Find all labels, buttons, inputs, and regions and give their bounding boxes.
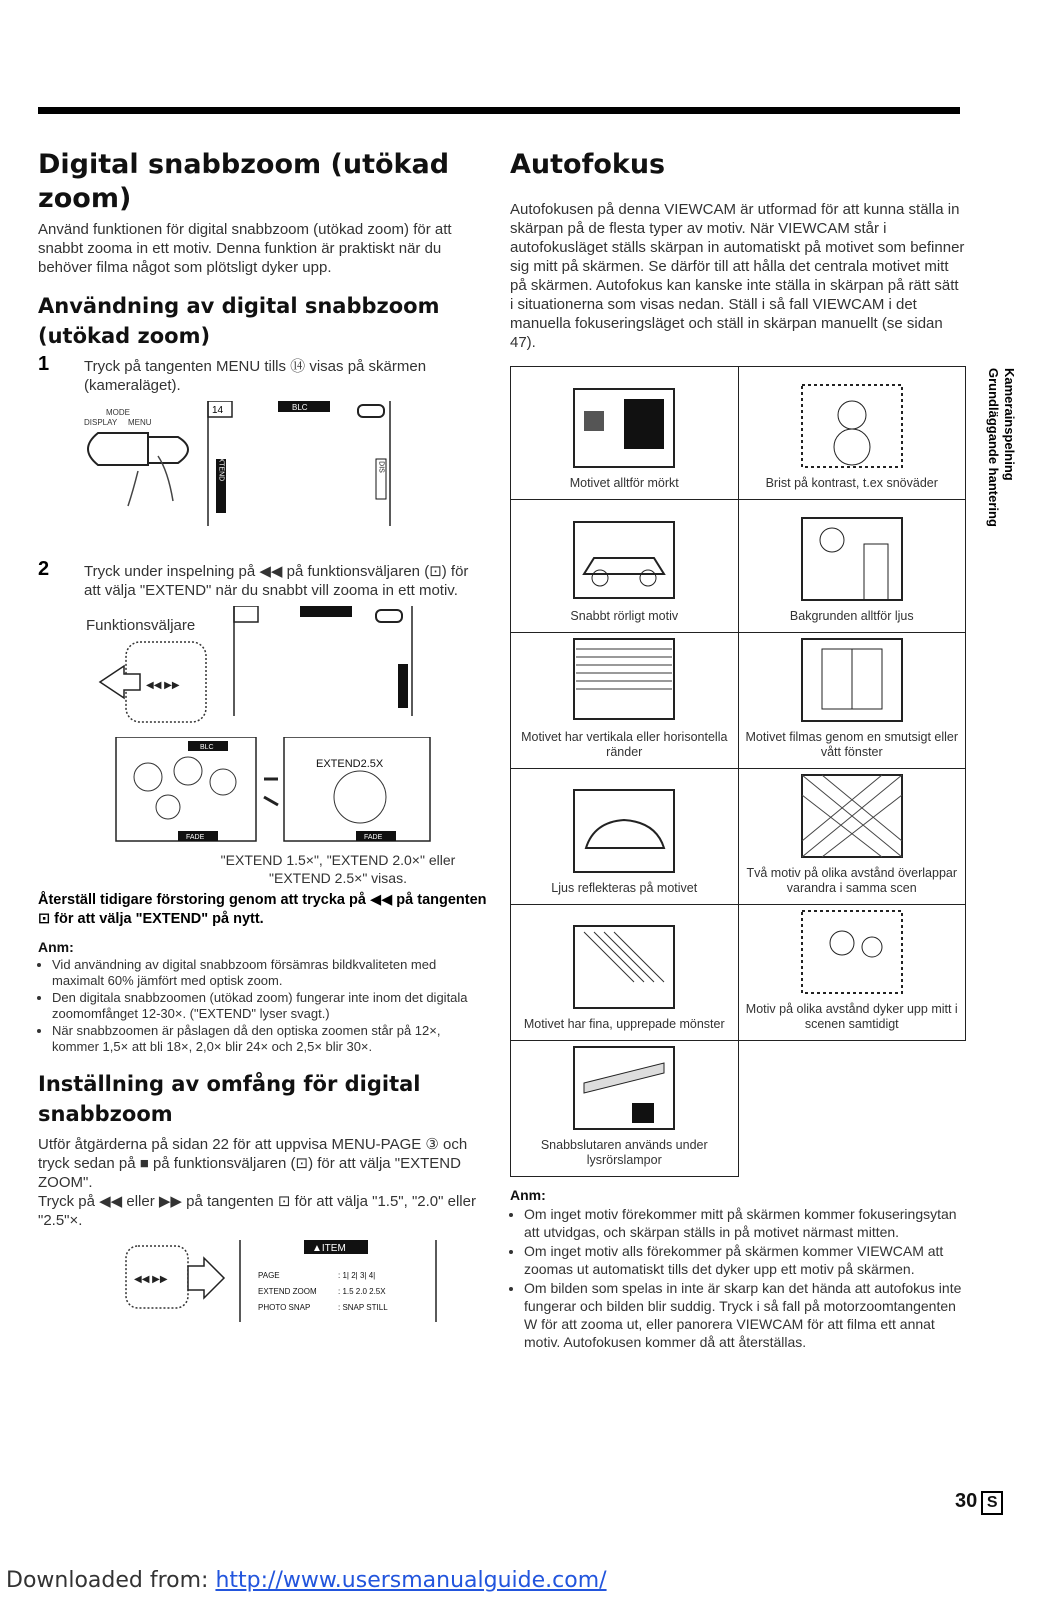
footer-link[interactable]: http://www.usersmanualguide.com/ bbox=[215, 1568, 607, 1593]
right-column bbox=[510, 148, 965, 1352]
page-number-value: 30 bbox=[955, 1490, 978, 1512]
function-selector-figure bbox=[38, 606, 488, 731]
button-shape bbox=[88, 433, 148, 465]
svg-text:PHOTO SNAP: PHOTO SNAP bbox=[258, 1303, 311, 1312]
section-title-autofocus: Autofokus bbox=[510, 149, 666, 180]
grid-cell-fast-motion: Snabbt rörligt motiv bbox=[511, 500, 739, 633]
svg-text:PAGE: PAGE bbox=[258, 1271, 280, 1280]
svg-text:: SNAP STILL: : SNAP STILL bbox=[338, 1303, 388, 1312]
grid-cell-multiple-distances: Motiv på olika avstånd dyker upp mitt i scenen samtidigt bbox=[738, 905, 966, 1041]
left-column bbox=[38, 148, 488, 1332]
grid-cell-window: Motivet filmas genom en smutsigt eller vått fönster bbox=[738, 633, 966, 769]
window-icon bbox=[772, 635, 932, 725]
illustration-caption: "EXTEND 1.5×", "EXTEND 2.0×" eller "EXTEND 2.5×" visas. bbox=[220, 852, 456, 886]
blinds-icon bbox=[544, 635, 704, 725]
fluorescent-lamp-icon bbox=[544, 1043, 704, 1133]
side-tab-line-1: Grundläggande hantering bbox=[986, 368, 1001, 527]
wide-shot-frame bbox=[116, 737, 256, 841]
note-heading: Anm: bbox=[510, 1187, 546, 1203]
pattern-icon bbox=[544, 922, 704, 1012]
race-car-icon bbox=[544, 514, 704, 604]
extend-label: EXTEND bbox=[217, 452, 225, 482]
step-number: 2 bbox=[38, 558, 50, 580]
dis-label: DIS bbox=[377, 461, 385, 473]
note-heading: Anm: bbox=[38, 939, 74, 955]
grid-cell-overlap: Två motiv på olika avstånd överlappar varandra i samma scen bbox=[738, 769, 966, 905]
page-indicator: 14 bbox=[212, 405, 224, 416]
right-arrow-icon bbox=[188, 1258, 224, 1298]
grid-cell-fluorescent: Snabbslutaren används under lysrörslampor bbox=[511, 1041, 739, 1177]
side-tab-line-2: Kamerainspelning bbox=[1002, 368, 1017, 481]
page-letter-box: S bbox=[981, 1491, 1003, 1515]
svg-text:FADE: FADE bbox=[364, 834, 383, 841]
grid-cell-low-contrast: Brist på kontrast, t.ex snöväder bbox=[738, 367, 966, 500]
people-icon bbox=[772, 907, 932, 997]
grid-cell-reflection: Ljus reflekteras på motivet bbox=[511, 769, 739, 905]
svg-text:◀◀ ▶▶: ◀◀ ▶▶ bbox=[134, 1274, 168, 1285]
dark-room-icon bbox=[544, 381, 704, 471]
difficult-subjects-grid bbox=[510, 366, 966, 1177]
note-item: • Om inget motiv alls förekommer på skärmen kommer VIEWCAM att zoomas ut automatiskt tills det dyker upp ett motiv på skärmen. bbox=[524, 1242, 965, 1278]
grid-cell-dark: Motivet alltför mörkt bbox=[511, 367, 739, 500]
left-arrow-icon bbox=[100, 666, 140, 698]
display-label: DISPLAY bbox=[84, 418, 118, 427]
autofocus-intro: Autofokusen på denna VIEWCAM är utformad för att kunna ställa in skärpan på de flesta typer av motiv. När VIEWCAM står i autofokusläget ställs skärpan in automatiskt på motivet som befinner sig mitt på skärmen. Se därför till att hålla det centrala motivet mitt på skärmen. Autofokus kan kanske inte ställa in skärpan på rätt sätt i situationerna som visas nedan. Ställ i så fall VIEWCAM i det manuella fokuseringsläget och ställ in skärpan manuellt (se sidan 47). bbox=[510, 201, 965, 351]
autofocus-note-list bbox=[510, 1205, 965, 1351]
footer-label: Downloaded from: bbox=[6, 1568, 216, 1593]
extend-zoom-menu-figure bbox=[38, 1236, 488, 1326]
note-item: • När snabbzoomen är påslagen då den optiska zoomen står på 12×, kommer 1,5× att bli 18×, 2,0× blir 24× och 2,5× blir 30×. bbox=[52, 1023, 488, 1055]
note-list bbox=[38, 957, 488, 1055]
section-title-digital-zoom: Digital snabbzoom (utökad zoom) bbox=[38, 149, 450, 214]
function-selector-label: Funktionsväljare bbox=[86, 617, 196, 634]
note-item: • Om inget motiv förekommer mitt på skärmen kommer fokuseringsytan att utvidgas, och skärpan ställs in på motivet närmast mitten. bbox=[524, 1205, 965, 1241]
restore-instruction: Återställ tidigare förstoring genom att trycka på ◀◀ på tangenten ⊡ för att välja "EXTEND" på nytt. bbox=[38, 892, 487, 927]
grid-cell-bright-background: Bakgrunden alltför ljus bbox=[738, 500, 966, 633]
arrow-icon bbox=[264, 779, 278, 805]
svg-text:BLC: BLC bbox=[200, 744, 214, 751]
function-selector-illustration bbox=[38, 606, 488, 731]
svg-text:: 1.5 2.0 2.5X: : 1.5 2.0 2.5X bbox=[338, 1287, 386, 1296]
menu-label: MENU bbox=[128, 418, 152, 427]
svg-text:: 1| 2| 3| 4|: : 1| 2| 3| 4| bbox=[338, 1271, 376, 1280]
zoom-comparison-figure bbox=[38, 737, 488, 845]
range-paragraph-1: Utför åtgärderna på sidan 22 för att uppvisa MENU-PAGE ③ och tryck sedan på ■ på funktionsväljaren (⊡) för att välja "EXTEND ZOOM". bbox=[38, 1136, 468, 1191]
step-1 bbox=[38, 353, 488, 395]
subheading-range: Inställning av omfång för digital snabbzoom bbox=[38, 1072, 421, 1126]
extend-zoom-menu-illustration bbox=[38, 1236, 488, 1326]
subheading-usage: Användning av digital snabbzoom (utökad zoom) bbox=[38, 294, 440, 348]
grid-cell-stripes: Motivet har vertikala eller horisontella ränder bbox=[511, 633, 739, 769]
grid-empty-cell bbox=[738, 1041, 966, 1177]
blc-label: BLC bbox=[292, 403, 308, 412]
car-icon bbox=[544, 786, 704, 876]
camera-buttons-figure bbox=[38, 401, 488, 556]
side-chapter-tab bbox=[983, 368, 1023, 628]
top-rule bbox=[38, 107, 960, 114]
note-item: • Den digitala snabbzoomen (utökad zoom) fungerar inte inom det digitala zoomomfånget 12-30×. ("EXTEND" lyser svagt.) bbox=[52, 990, 488, 1022]
intro-text: Använd funktionen för digital snabbzoom (utökad zoom) för att snabbt zooma in ett motiv. Denna funktion är praktiskt när du behöver filma något som plötsligt dyker upp. bbox=[38, 221, 452, 276]
fence-player-icon bbox=[772, 771, 932, 861]
item-label: ▲ITEM bbox=[312, 1243, 346, 1254]
step-number: 1 bbox=[38, 353, 50, 375]
menu-button-illustration bbox=[38, 401, 488, 556]
extend-tag: EXTEND2.5X bbox=[316, 758, 384, 770]
step-text: Tryck på tangenten MENU tills ⑭ visas på skärmen (kameraläget). bbox=[84, 358, 427, 394]
svg-text:FADE: FADE bbox=[186, 834, 205, 841]
range-paragraph-2: Tryck på ◀◀ eller ▶▶ på tangenten ⊡ för att välja "1.5", "2.0" eller "2.5"×. bbox=[38, 1193, 476, 1229]
mode-label: MODE bbox=[106, 408, 130, 417]
page-number bbox=[955, 1490, 1003, 1515]
download-footer bbox=[6, 1568, 607, 1593]
step-text: Tryck under inspelning på ◀◀ på funktionsväljaren (⊡) för att välja "EXTEND" när du snabbt vill zooma in ett motiv. bbox=[84, 563, 469, 599]
zoomed-shot-frame bbox=[284, 737, 430, 841]
svg-text:◀◀ ▶▶: ◀◀ ▶▶ bbox=[146, 680, 180, 691]
battery-icon bbox=[358, 405, 384, 417]
snowman-icon bbox=[772, 381, 932, 471]
grid-cell-fine-pattern: Motivet har fina, upprepade mönster bbox=[511, 905, 739, 1041]
note-item: • Om bilden som spelas in inte är skarp kan det hända att autofokus inte fungerar och bilden blir suddig. Tryck i så fall på motorzoomtangenten W för att zooma ut, eller panorera VIEWCAM för att filma ett annat motiv. Autofokusen kommer då att återställas. bbox=[524, 1279, 965, 1351]
svg-text:EXTEND ZOOM: EXTEND ZOOM bbox=[258, 1287, 317, 1296]
sun-backlight-icon bbox=[772, 514, 932, 604]
note-item: • Vid användning av digital snabbzoom försämras bildkvaliteten med maximalt 60% jämfört med optisk zoom. bbox=[52, 957, 488, 989]
step-2 bbox=[38, 558, 488, 600]
zoom-comparison-illustration bbox=[38, 737, 488, 845]
